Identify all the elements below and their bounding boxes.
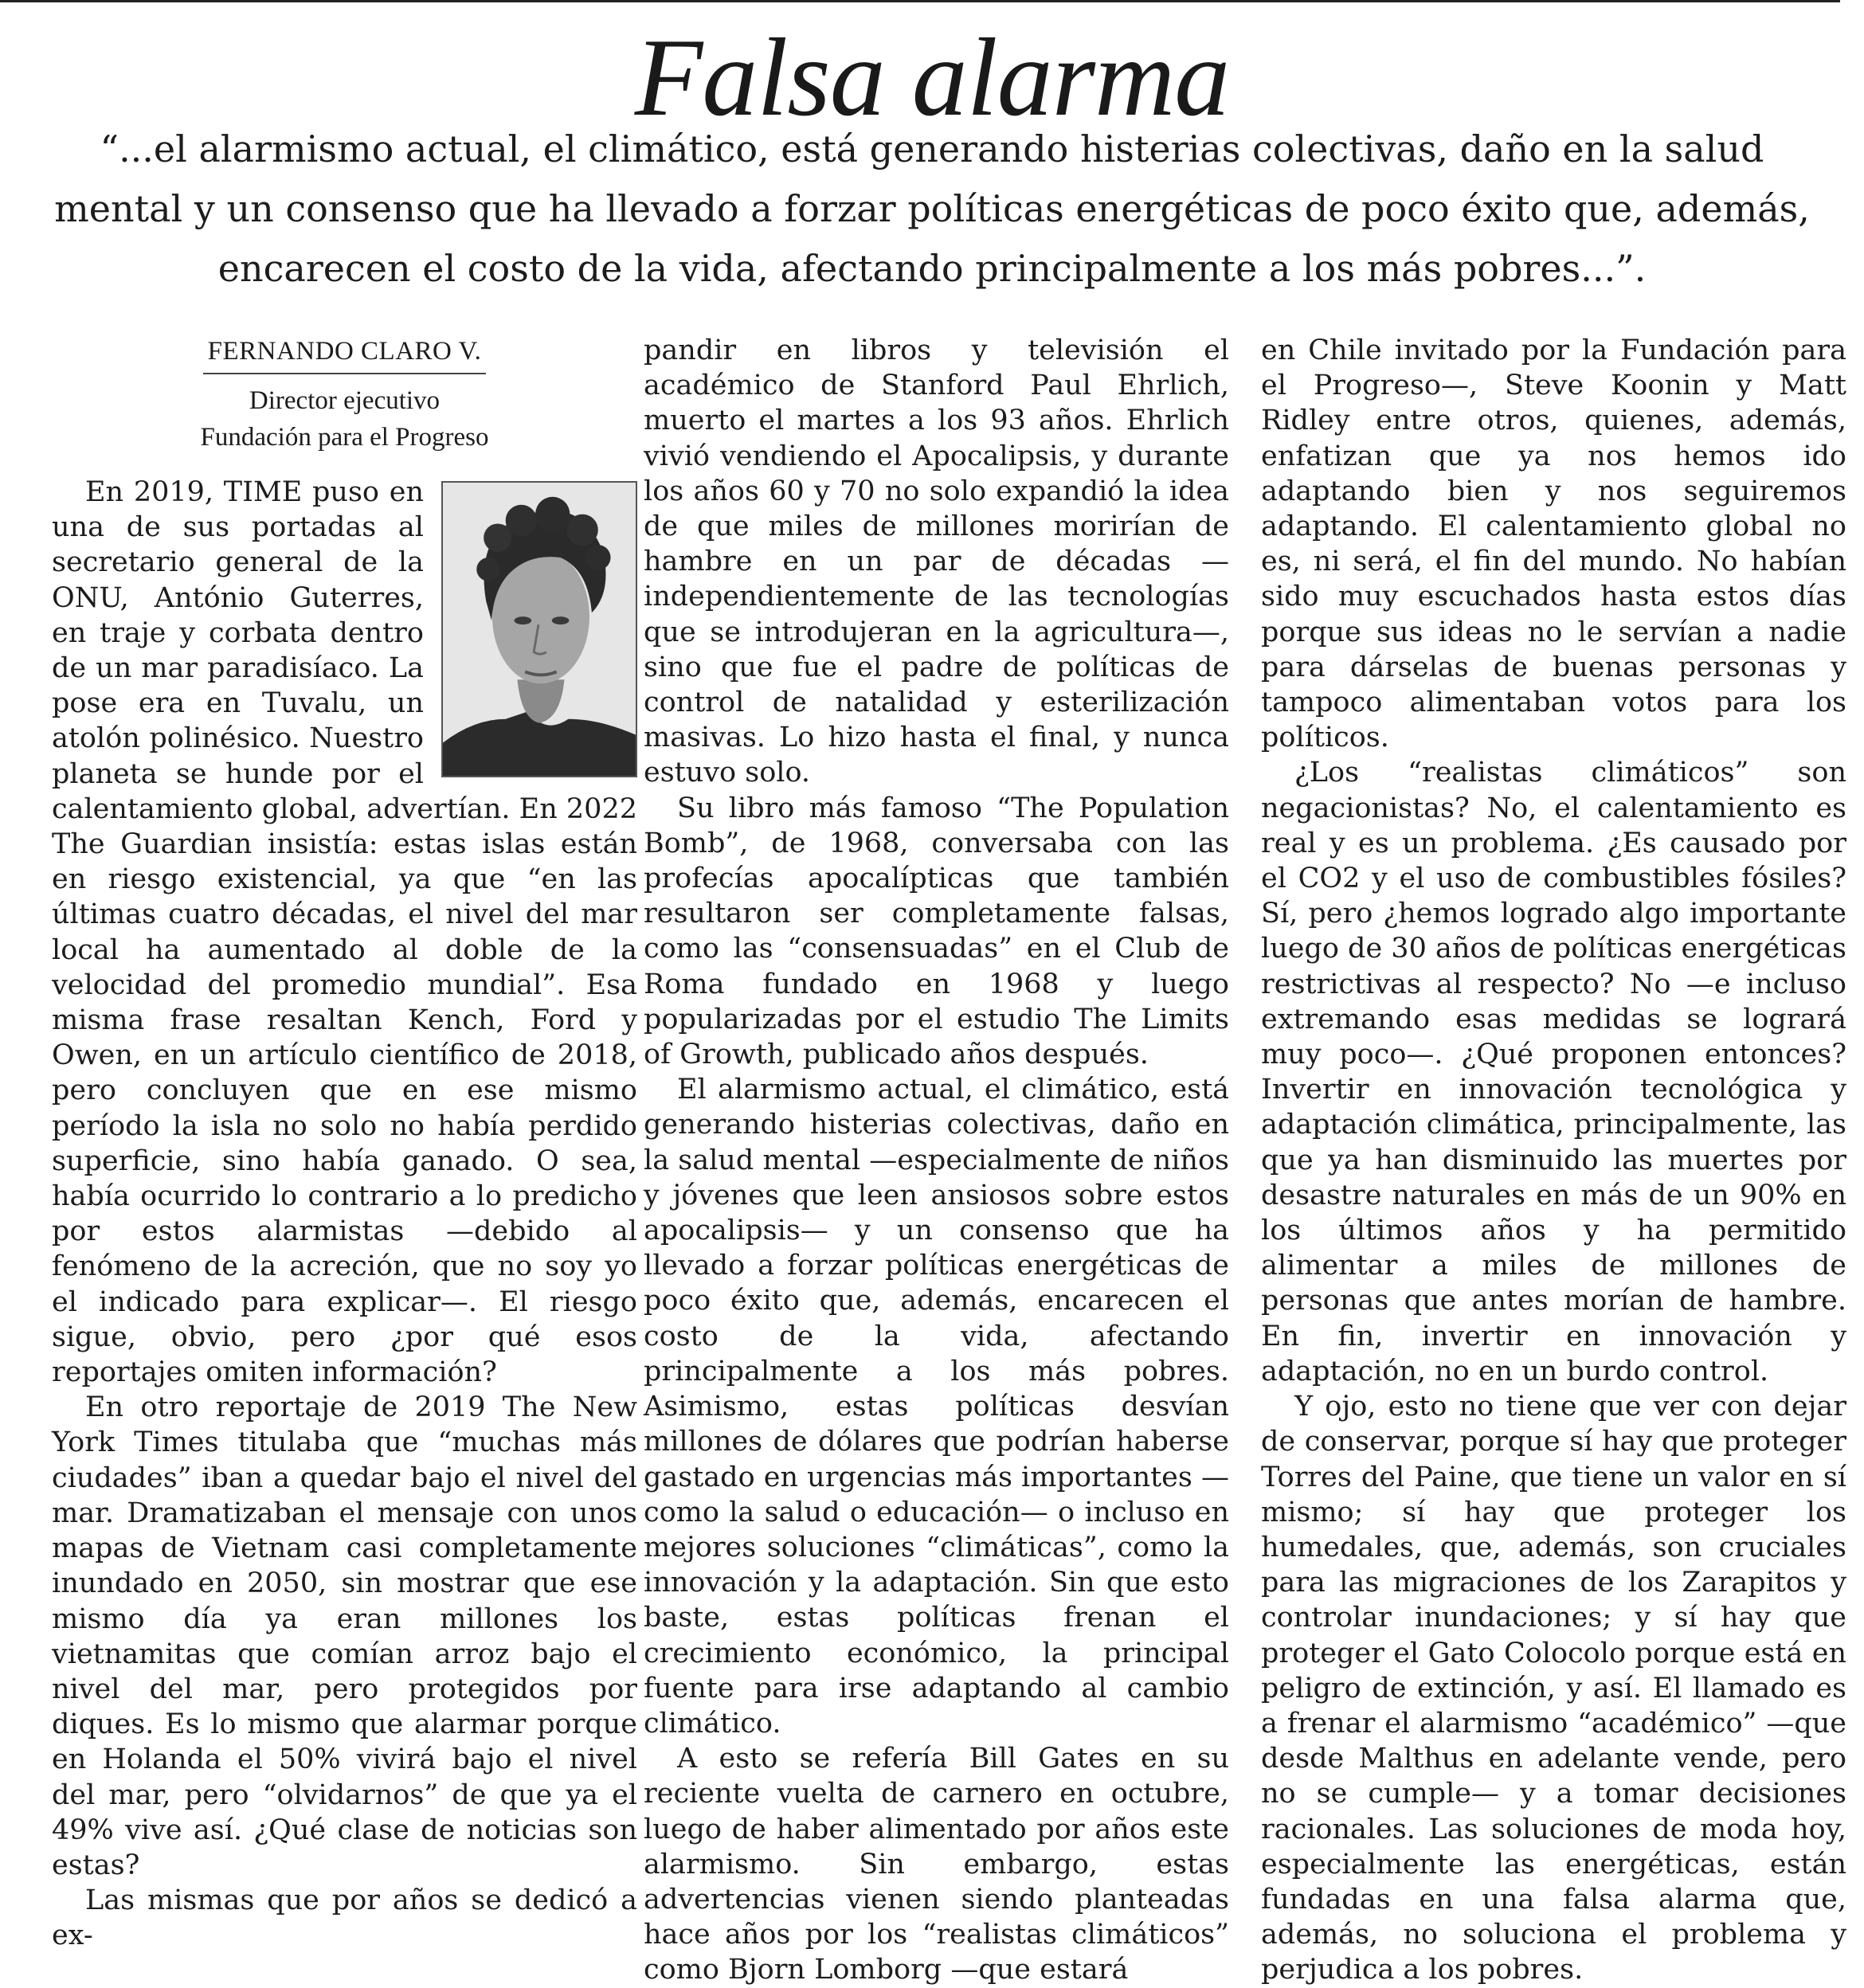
paragraph-3-continued: pandir en libros y televisión el académico de Stanford Paul Ehrlich, muerto el martes a los 93 años. Ehrlich vivió vendiendo el Apocalipsis, y durante los años 60 y 70 no solo expandió la idea de que miles de millones morirían de hambre en un par de décadas —independientemente de las tecnologías que se introdujeran en la agricultura—, sino que fue el padre de políticas de control de natalidad y esterilización masivas. Lo hizo hasta el final, y nunca estuvo solo. bbox=[644, 335, 1229, 789]
column-2 bbox=[644, 333, 1229, 1988]
paragraph-8: Y ojo, esto no tiene que ver con dejar de conservar, porque sí hay que proteger Torres del Paine, que tiene un valor en sí mismo; sí hay que proteger los humedales, que, además, son cruciales para las migraciones de los Zarapitos y controlar inundaciones; y sí hay que proteger el Gato Colocolo porque está en peligro de extinción, y así. El llamado es a frenar el alarmismo “académico” —que desde Malthus en adelante vende, pero no se cumple— y a tomar decisiones racionales. Las soluciones de moda hoy, especialmente las energéticas, están fundadas en una falsa alarma que, además, no soluciona el problema y perjudica a los pobres. bbox=[1261, 1391, 1846, 1986]
paragraph-2: En otro reportaje de 2019 The New York Times titulaba que “muchas más ciudades” iban a quedar bajo el nivel del mar. Dramatizaban el mensaje con unos mapas de Vietnam casi completamente inundado en 2050, sin mostrar que ese mismo día ya eran millones los vietnamitas que comían arroz bajo el nivel del mar, pero protegidos por diques. Es lo mismo que alarmar porque en Holanda el 50% vivirá bajo el nivel del mar, pero “olvidarnos” de que ya el 49% vive así. ¿Qué clase de noticias son estas? bbox=[52, 1391, 637, 1881]
portrait-illustration bbox=[443, 483, 636, 776]
paragraph-6-start: A esto se refería Bill Gates en su reciente vuelta de carnero en octubre, luego de haber alimentado por años este alarmismo. Sin embargo, estas advertencias vienen siendo planteadas hace años por los “realistas climáticos” como Bjorn Lomborg —que estará bbox=[644, 1743, 1229, 1986]
paragraph-4: Su libro más famoso “The Population Bomb”, de 1968, conversaba con las profecías apocalípticas que también resultaron ser completamente falsas, como las “consensuadas” en el Club de Roma fundado en 1968 y luego popularizadas por el estudio The Limits of Growth, publicado años después. bbox=[644, 792, 1229, 1071]
author-portrait bbox=[441, 481, 637, 777]
author-name: FERNANDO CLARO V. bbox=[203, 333, 487, 374]
paragraph-1-text: En 2019, TIME puso en una de sus portadas al secretario general de la ONU, António Guterres, en traje y corbata dentro de un mar paradisíaco. La pose era en Tuvalu, un atolón polinésico. Nuestro planeta se hunde por el calentamiento global, advertían. En 2022 The Guardian insistía: estas islas están en riesgo existencial, ya que “en las últimas cuatro décadas, el nivel del mar local ha aumentado al doble de la velocidad del promedio mundial”. Esa misma frase resaltan Kench, Ford y Owen, en un artículo científico de 2018, pero concluyen que en ese mismo período la isla no solo no había perdido superficie, sino había ganado. O sea, había ocurrido lo contrario a lo predicho por estos alarmistas —debido al fenómeno de la acreción, que no soy yo el indicado para explicar—. El riesgo sigue, obvio, pero ¿por qué esos reportajes omiten información? bbox=[52, 476, 637, 1389]
paragraph-7: ¿Los “realistas climáticos” son negacionistas? No, el calentamiento es real y es un problema. ¿Es causado por el CO2 y el uso de combustibles fósiles? Sí, pero ¿hemos logrado algo importante luego de 30 años de políticas energéticas restrictivas al respecto? No —e incluso extremando esas medidas se logrará muy poco—. ¿Qué proponen entonces? Invertir en innovación tecnológica y adaptación climática, principalmente, las que ya han disminuido las muertes por desastre naturales en más de un 90% en los últimos años y ha permitido alimentar a miles de millones de personas que antes morían de hambre. En fin, invertir en innovación y adaptación, no en un burdo control. bbox=[1261, 757, 1846, 1387]
top-rule bbox=[0, 0, 1840, 2]
paragraph-5: El alarmismo actual, el climático, está generando histerias colectivas, daño en la salud mental —especialmente de niños y jóvenes que leen ansiosos sobre estos apocalipsis— y un consenso que ha llevado a forzar políticas energéticas de poco éxito que, además, encarecen el costo de la vida, afectando principalmente a los más pobres. Asimismo, estas políticas desvían millones de dólares que podrían haberse gastado en urgencias más importantes —como la salud o educación— o incluso en mejores soluciones “climáticas”, como la innovación y la adaptación. Sin que esto baste, estas políticas frenan el crecimiento económico, la principal fuente para irse adaptando al cambio climático. bbox=[644, 1074, 1229, 1739]
paragraph-1 bbox=[52, 475, 637, 1390]
author-organization: Fundación para el Progreso bbox=[200, 423, 489, 452]
headline: Falsa alarma bbox=[634, 16, 1230, 139]
author-role: Director ejecutivo bbox=[249, 386, 441, 415]
column-3 bbox=[1261, 333, 1846, 1988]
paragraph-6-continued: en Chile invitado por la Fundación para el Progreso—, Steve Koonin y Matt Ridley entre otros, quienes, además, enfatizan que ya nos hemos ido adaptando bien y nos seguiremos adaptando. El calentamiento global no es, ni será, el fin del mundo. No habían sido muy escuchados hasta estos días porque sus ideas no le servían a nadie para dárselas de buenas personas y tampoco alimentaban votos para los políticos. bbox=[1261, 335, 1846, 754]
column-1 bbox=[52, 333, 637, 1954]
deck-quote: “...el alarmismo actual, el climático, está generando histerias colectivas, daño en la salud mental y un consenso que ha llevado a forzar políticas energéticas de poco éxito que, además, encarecen el costo de la vida, afectando principalmente a los más pobres...”. bbox=[54, 127, 1810, 290]
paragraph-3-start: Las mismas que por años se dedicó a ex- bbox=[52, 1884, 637, 1952]
byline bbox=[52, 333, 637, 456]
